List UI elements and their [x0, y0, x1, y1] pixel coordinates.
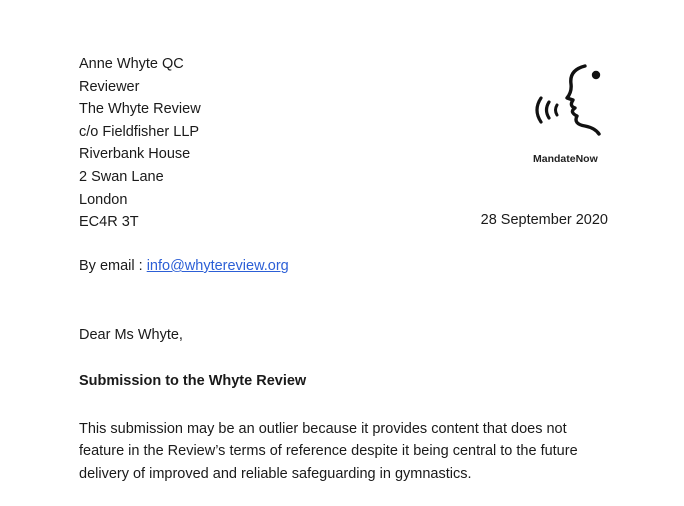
logo-wordmark: MandateNow	[533, 153, 598, 165]
address-line-care-of: c/o Fieldfisher LLP	[79, 123, 200, 140]
address-line-role: Reviewer	[79, 78, 140, 95]
email-link[interactable]: info@whytereview.org	[146, 258, 289, 274]
letter-date: 28 September 2020	[480, 212, 608, 228]
salutation: Dear Ms Whyte,	[79, 327, 183, 343]
mandatenow-logo	[524, 58, 614, 170]
address-line-postcode: EC4R 3T	[79, 214, 139, 231]
address-line-building: Riverbank House	[79, 146, 191, 163]
address-line-organisation: The Whyte Review	[79, 101, 201, 118]
subject-heading: Submission to the Whyte Review	[79, 373, 307, 389]
speaking-head-icon	[527, 58, 611, 148]
body-line: delivery of improved and reliable safeguarding in gymnastics.	[79, 465, 472, 482]
body-line: feature in the Review’s terms of reference despite it being central to the future	[79, 443, 578, 460]
address-line-name: Anne Whyte QC	[79, 56, 184, 72]
email-prefix: By email :	[79, 258, 147, 274]
body-line: This submission may be an outlier because it provides content that does not	[79, 421, 567, 437]
body-paragraph	[79, 418, 619, 485]
email-line	[79, 258, 289, 274]
recipient-address	[79, 53, 201, 234]
address-line-street: 2 Swan Lane	[79, 168, 164, 185]
address-line-city: London	[79, 191, 128, 208]
